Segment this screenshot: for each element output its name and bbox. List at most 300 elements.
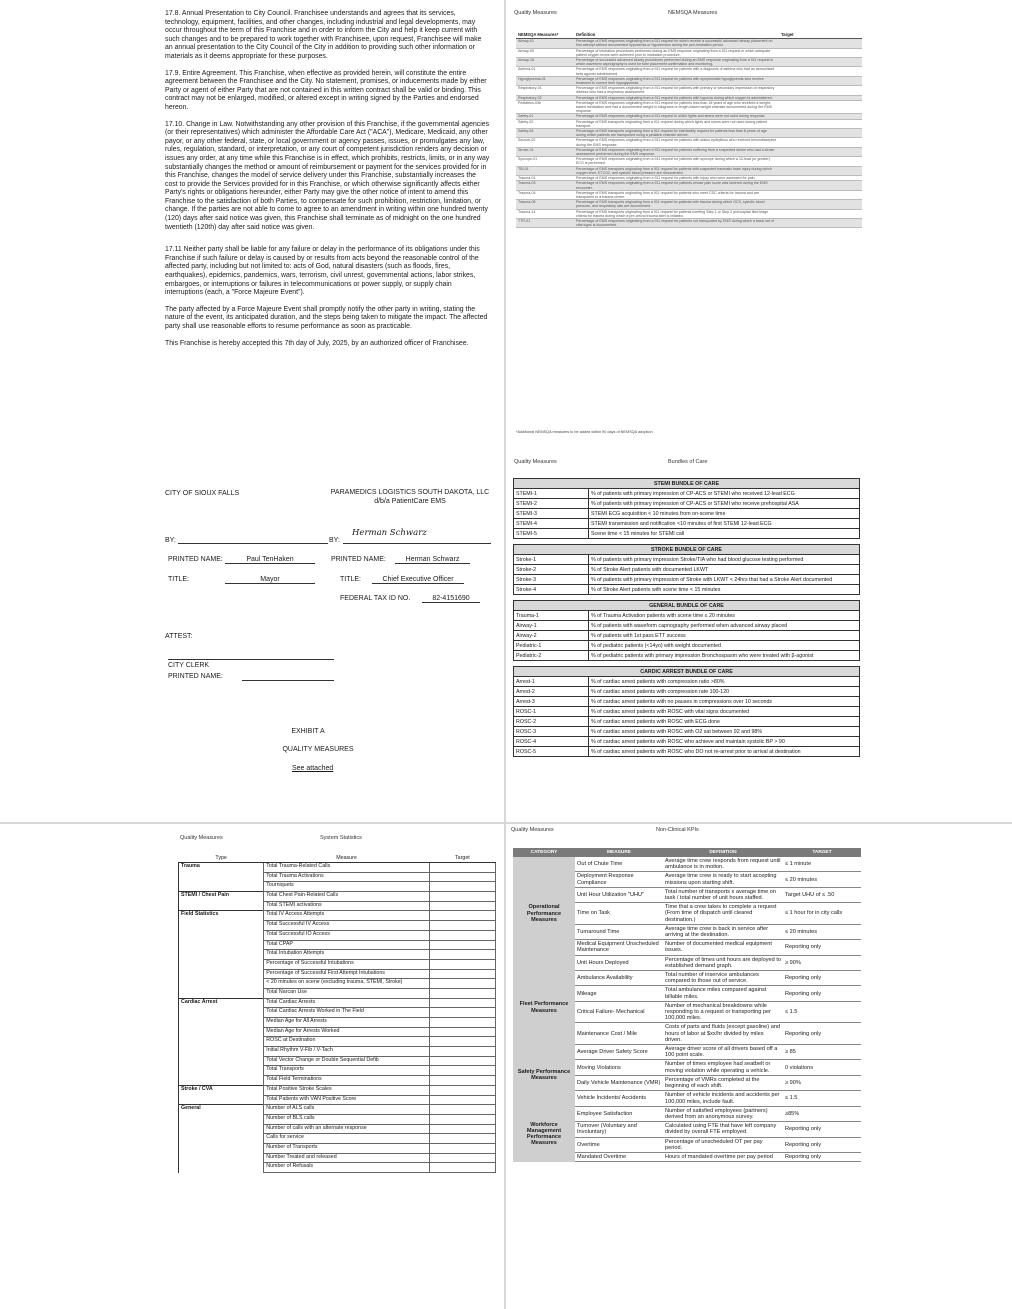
nemsqa-measure-id: Respiratory-02 <box>516 95 574 100</box>
nemsqa-definition: Percentage of EMS transports originating from a 911 request for patients meeting Step 1 or Step 2 prehospital field triage criteria for trauma during which a pre-arrival trauma alert is initiated. <box>574 209 779 218</box>
nemsqa-table <box>516 32 862 228</box>
nemsqa-target <box>779 119 862 128</box>
nemsqa-measure-id: Pediatrics-03b <box>516 100 574 114</box>
kpi-target: Reporting only <box>783 1152 861 1161</box>
nemsqa-definition: Percentage of EMS responses originating from a 911 request for patients with symptomatic hypoglycemia who receive treatment to correct their hypoglycemia. <box>574 76 779 85</box>
system-stat-measure: ROSC at Destination <box>264 1037 430 1047</box>
system-stat-row <box>179 969 496 979</box>
company-title-label: TITLE: <box>340 576 362 583</box>
nemsqa-target <box>779 129 862 138</box>
kpi-definition: Number of satisfied employees (partners) derived from an anonymous survey. <box>663 1106 783 1121</box>
bundle-measure-id: STEMI-5 <box>514 529 589 539</box>
kpi-definition: Calculated using FTE that have left company divided by overall FTE employed. <box>663 1122 783 1137</box>
nemsqa-measure-id: Stroke-01 <box>516 147 574 156</box>
bundle-measure-text: % of patients with 1st pass ETT success <box>589 631 860 641</box>
bundle-row <box>514 697 860 707</box>
bundle-row <box>514 575 860 585</box>
kpi-measure: Unit Hours Deployed <box>575 955 663 970</box>
bundle-measure-text: % of cardiac arrest patients with no pauses in compressions over 10 seconds <box>589 697 860 707</box>
system-stat-target <box>429 1056 495 1066</box>
company-title: Chief Executive Officer <box>372 576 464 584</box>
kpi-measure: Moving Violations <box>575 1060 663 1075</box>
system-stat-type: Field Statistics <box>179 911 264 921</box>
exhibit-title: EXHIBIT A <box>291 728 325 735</box>
system-stat-row <box>179 1134 496 1144</box>
clerk-printed-name-label: PRINTED NAME: <box>168 673 223 680</box>
system-stat-type <box>179 1027 264 1037</box>
bundle-measure-text: % of cardiac arrest patients with ROSC with ECG done <box>589 717 860 727</box>
nemsqa-definition: Percentage of successful advanced airway procedures performed during an EMS response originating from a 911 request in which waveform capnography is used for tube placement confirmation and monitoring. <box>574 58 779 67</box>
system-stat-row <box>179 882 496 892</box>
system-stat-target <box>429 1008 495 1018</box>
system-stat-type <box>179 901 264 911</box>
system-stat-type <box>179 969 264 979</box>
bundle-row <box>514 641 860 651</box>
bundle-measure-id: Arrest-1 <box>514 677 589 687</box>
system-stat-type <box>179 1134 264 1144</box>
system-stat-measure: Total Successful IV Access <box>264 921 430 931</box>
system-stat-target <box>429 882 495 892</box>
system-stat-target <box>429 1047 495 1057</box>
bundle-measure-id: STEMI-1 <box>514 489 589 499</box>
system-stat-row <box>179 959 496 969</box>
system-stat-type <box>179 1143 264 1153</box>
system-stat-measure: Number of Refusals <box>264 1163 430 1173</box>
system-stat-type <box>179 1037 264 1047</box>
bundle-measure-text: % of pediatric patients with primary impression Bronchospasm who were treated with β-agonist <box>589 651 860 661</box>
bundle-measure-id: Stroke-3 <box>514 575 589 585</box>
system-stat-measure: Total STEMI activations <box>264 901 430 911</box>
kpi-target: ≤ 1.5 <box>783 1001 861 1023</box>
system-stat-measure: Percentage of Successful First Attempt Intubations <box>264 969 430 979</box>
system-stat-measure: Total Cardiac Arrests Worked in The Field <box>264 1008 430 1018</box>
system-stat-type <box>179 1047 264 1057</box>
city-by-label: BY: <box>165 537 176 544</box>
kpi-measure: Mandated Overtime <box>575 1152 663 1161</box>
kpi-category: Operational Performance Measures <box>513 857 575 971</box>
nemsqa-target <box>779 181 862 190</box>
bundle-row <box>514 687 860 697</box>
system-stat-target <box>429 872 495 882</box>
city-printed-name-label: PRINTED NAME: <box>168 556 223 563</box>
system-stat-measure: Total Patients with VAN Positive Score <box>264 1095 430 1105</box>
bundle-row <box>514 621 860 631</box>
bundle-measure-id: Stroke-1 <box>514 555 589 565</box>
system-stat-row <box>179 950 496 960</box>
system-stat-row <box>179 998 496 1008</box>
bundle-section-title: GENERAL BUNDLE OF CARE <box>514 601 860 611</box>
system-stat-target <box>429 1134 495 1144</box>
city-name: CITY OF SIOUX FALLS <box>165 490 240 497</box>
system-stat-target <box>429 930 495 940</box>
kpi-measure: Medical Equipment Unscheduled Maintenance <box>575 940 663 955</box>
system-stat-type <box>179 872 264 882</box>
section-17-10: 17.10. Change in Law. Notwithstanding any other provision of this Franchise, if the governmental agencies (or their representatives) which administer the Affordable Care Act ("ACA"), Medicare, Medicaid, any other payor, or any other federal, state, or local government or agency passes, issues, or promulgates any law, rules, regulation, standard, or interpretation, or any court of competent jurisdiction renders any decision or issues any order, at any time while this Franchise is in effect, which prohibits, restricts, limits, or in any way substantially changes the method or amount of reimbursement or payment for the services provided for in this Franchise, changes the model of service delivery under this Franchise, substantially increases the cost to provide the Services provided for in this Franchise, or which otherwise significantly affects either Party's rights or obligations hereunder, either Party may give the other notice of intent to amend this Franchise to the satisfaction of both Parties, to compensate for such prohibition, restriction, limitation, or change. If the parties are not able to come to agree to an amendment in writing within one hundred twenty (120) days after said notice was given, this Franchise shall terminate as of midnight on the one hundred twentieth (120th) day after said notice was given. <box>165 120 490 231</box>
kpi-measure: Turnover (Voluntary and Involuntary) <box>575 1122 663 1137</box>
nemsqa-measure-id: Respiratory-01 <box>516 86 574 95</box>
kpi-definition: Total number of inservice ambulances compared to those out of service. <box>663 971 783 986</box>
system-stat-target <box>429 1095 495 1105</box>
bundle-measure-text: % of patients with primary impression of Stroke with LKWT < 24hrs that had a Stroke Alert documented <box>589 575 860 585</box>
nemsqa-row <box>516 58 862 67</box>
force-majeure-paragraph: The party affected by a Force Majeure Event shall promptly notify the other party in writing, stating the nature of the event, its anticipated duration, and the steps being taken to mitigate the impact. The affected party shall use reasonable efforts to resume performance as soon as practicable. <box>165 305 488 330</box>
system-stat-type <box>179 979 264 989</box>
bundle-row <box>514 717 860 727</box>
bundle-measure-id: ROSC-1 <box>514 707 589 717</box>
system-stat-target <box>429 940 495 950</box>
kpi-measure: Mileage <box>575 986 663 1001</box>
bundle-section-title: STEMI BUNDLE OF CARE <box>514 479 860 489</box>
system-stat-measure: Initial Rhythm V-Fib / V-Tach <box>264 1047 430 1057</box>
section-17-9: 17.9. Entire Agreement. This Franchise, when effective as provided herein, will constitute the entire agreement between the Franchisee and the City. No statement, promises, or inducements made by either Party or agent of either Party that are not contained in this written contract shall be valid or binding. This contract may not be enlarged, modified, or altered except in writing signed by the Parties and endorsed hereon. <box>165 69 487 111</box>
nemsqa-measure-id: Safety-02 <box>516 119 574 128</box>
system-stat-row <box>179 1047 496 1057</box>
system-stat-type <box>179 1008 264 1018</box>
system-stat-measure: Median Age for All Arrests <box>264 1018 430 1028</box>
system-col-type: Type <box>179 854 264 863</box>
nemsqa-row <box>516 76 862 85</box>
clerk-signature-line <box>168 659 334 660</box>
kpi-measure: Ambulance Availability <box>575 971 663 986</box>
kpi-measure: Out of Chute Time <box>575 857 663 872</box>
system-stat-measure: Total IV Access Attempts <box>264 911 430 921</box>
system-stat-measure: Total Field Terminations <box>264 1076 430 1086</box>
system-stat-row <box>179 1027 496 1037</box>
kpi-target: ≤ 1 minute <box>783 857 861 872</box>
system-stat-type: Stroke / CVA <box>179 1085 264 1095</box>
kpis-header-right: Non-Clinical KPIs <box>656 827 699 833</box>
nemsqa-target <box>779 48 862 57</box>
nemsqa-definition: Percentage of EMS responses originating from a 911 request for patients less than 18 years of age who received a weight-based medication and had a documented weight in kilograms or length-based weight estimate documented during the EMS response. <box>574 100 779 114</box>
nemsqa-target <box>779 209 862 218</box>
nemsqa-definition: Percentage of EMS transports originating from a 911 request for patients with suspected traumatic brain injury during which oxygen level, ETCO2, and systolic blood pressure are documented. <box>574 166 779 175</box>
bundle-measure-text: % of cardiac arrest patients with ROSC with vital signs documented <box>589 707 860 717</box>
system-stat-type <box>179 1095 264 1105</box>
system-stat-row <box>179 892 496 902</box>
system-stat-target <box>429 1143 495 1153</box>
system-stat-measure: < 20 minutes on scene (excluding trauma, STEMI, Stroke) <box>264 979 430 989</box>
kpi-measure: Time on Task <box>575 903 663 925</box>
kpi-definition: Average time crew is ready to start accepting missions upon starting shift. <box>663 872 783 887</box>
system-stat-type <box>179 1066 264 1076</box>
kpi-col-measure: MEASURE <box>575 848 663 857</box>
system-stat-type <box>179 1018 264 1028</box>
system-stat-target <box>429 1114 495 1124</box>
kpi-measure: Vehicle Incidents/ Accidents <box>575 1091 663 1106</box>
kpi-category: Safety Performance Measures <box>513 1045 575 1107</box>
kpi-target: ≤ 20 minutes <box>783 872 861 887</box>
nemsqa-target <box>779 67 862 76</box>
bundle-row <box>514 677 860 687</box>
city-printed-name: Paul TenHaken <box>225 556 315 564</box>
bundle-row <box>514 499 860 509</box>
nemsqa-row <box>516 157 862 166</box>
bundle-measure-id: Stroke-4 <box>514 585 589 595</box>
company-name: PARAMEDICS LOGISTICS SOUTH DAKOTA, LLC d/b/a PatientCare EMS <box>330 489 490 505</box>
bundle-measure-id: Airway-2 <box>514 631 589 641</box>
nemsqa-measure-id: Trauma-01 <box>516 176 574 181</box>
system-stat-target <box>429 1085 495 1095</box>
nemsqa-row <box>516 119 862 128</box>
nemsqa-target <box>779 100 862 114</box>
kpi-row <box>513 857 861 872</box>
system-stat-measure: Median Age for Arrests Worked <box>264 1027 430 1037</box>
kpi-definition: Percentage of times unit hours are deployed to established demand graph. <box>665 956 781 969</box>
system-stat-row <box>179 1153 496 1163</box>
nemsqa-target <box>779 200 862 209</box>
nemsqa-target <box>779 147 862 156</box>
nemsqa-row <box>516 218 862 227</box>
system-stat-target <box>429 863 495 873</box>
company-by-label: BY: <box>329 537 340 544</box>
kpi-measure: Maintenance Cost / Mile <box>575 1023 663 1045</box>
kpi-target: Reporting only <box>783 1122 861 1137</box>
nemsqa-row <box>516 48 862 57</box>
system-stat-type: Cardiac Arrest <box>179 998 264 1008</box>
system-stat-row <box>179 930 496 940</box>
bundle-section-title: STROKE BUNDLE OF CARE <box>514 545 860 555</box>
system-stat-target <box>429 911 495 921</box>
kpi-measure: Daily Vehicle Maintenance (VMR) <box>575 1075 663 1090</box>
kpi-measure: Turnaround Time <box>575 924 663 939</box>
system-stat-measure: Total CPAP <box>264 940 430 950</box>
system-stat-target <box>429 1163 495 1173</box>
kpi-row <box>513 1106 861 1121</box>
bundle-row <box>514 727 860 737</box>
kpi-target: ≥ 85 <box>783 1045 861 1060</box>
system-stat-row <box>179 901 496 911</box>
nemsqa-target <box>779 190 862 199</box>
bundle-row <box>514 509 860 519</box>
system-stat-measure: Total Narcan Use <box>264 988 430 998</box>
nemsqa-definition: Percentage of EMS responses originating from a 911 request for patients with a diagnosis of asthma who had an aerosolized beta agonist administered. <box>574 67 779 76</box>
nemsqa-definition: Percentage of intubation procedures performed during an EMS response originating from a 911 request in which adequate patient oxygen levels were achieved prior to intubation procedure. <box>574 48 779 57</box>
system-stat-row <box>179 1008 496 1018</box>
bundle-measure-text: % of pediatric patients (<14yo) with weight documented <box>589 641 860 651</box>
kpi-target: ≥ 90% <box>783 1075 861 1090</box>
kpi-col-target: TARGET <box>783 848 861 857</box>
bundle-measure-id: Airway-1 <box>514 621 589 631</box>
bundle-section-header <box>514 479 860 489</box>
system-header-left: Quality Measures <box>180 835 223 841</box>
system-col-measure: Measure <box>264 854 430 863</box>
system-header-right: System Statistics <box>320 835 362 841</box>
see-attached-link[interactable]: See attached <box>292 765 334 772</box>
nemsqa-target <box>779 76 862 85</box>
system-stat-target <box>429 1124 495 1134</box>
nemsqa-definition: Percentage of EMS transports originating from a 911 request during which lights and sirens were not used during patient transport. <box>574 119 779 128</box>
nemsqa-row <box>516 67 862 76</box>
system-stat-measure: Number Treated and released <box>264 1153 430 1163</box>
system-stat-target <box>429 969 495 979</box>
nemsqa-measure-id: Hypoglycemia-01 <box>516 76 574 85</box>
kpi-measure: Overtime <box>575 1137 663 1152</box>
kpi-target: 0 violations <box>783 1060 861 1075</box>
system-stat-target <box>429 1105 495 1115</box>
kpi-definition: Number of times employee had seatbelt or moving violation while operating a vehicle. <box>663 1060 783 1075</box>
kpi-col-definition: DEFINITION <box>663 848 783 857</box>
bundle-measure-id: ROSC-3 <box>514 727 589 737</box>
bundles-header-right: Bundles of Care <box>668 459 708 465</box>
system-stat-target <box>429 1018 495 1028</box>
nemsqa-definition: Percentage of EMS transports originating from a 911 request for interfacility request for patients less than 8 years of age during which patients are transported using a pediatric restraint device. <box>574 129 779 138</box>
bundle-measure-text: % of Trauma Activation patients with scene time ≤ 20 minutes <box>589 611 860 621</box>
kpi-definition: Costs of parts and fluids (except gasoline) and hours of labor at $xx/hr divided by miles driven. <box>663 1023 783 1045</box>
system-stat-measure: Percentage of Successful Intubations <box>264 959 430 969</box>
system-stat-row <box>179 1056 496 1066</box>
system-stat-row <box>179 1095 496 1105</box>
system-stat-target <box>429 921 495 931</box>
nemsqa-definition: Percentage of EMS responses originating from a 911 request for patients with status epilepticus who received benzodiazepine during the EMS response. <box>574 138 779 147</box>
kpi-row <box>513 1045 861 1060</box>
handwritten-signature: Herman Schwarz <box>352 528 427 538</box>
kpi-definition: Number of mechanical breakdowns while responding to a request or transporting per 100,000 miles. <box>663 1001 783 1023</box>
system-stat-type: Trauma <box>179 863 264 873</box>
system-stat-type <box>179 959 264 969</box>
system-stat-target <box>429 1076 495 1086</box>
nemsqa-definition: Percentage of EMS responses originating from a 911 request for which receive a successful advanced airway placement on first attempt without documented hypoxemia or hypotension during the peri-intubation period. <box>574 39 779 48</box>
nemsqa-measure-id: Airway-05 <box>516 48 574 57</box>
nemsqa-measure-id: Trauma-04 <box>516 190 574 199</box>
kpi-definition: Percentage of unscheduled OT per pay period. <box>663 1137 783 1152</box>
nemsqa-row <box>516 147 862 156</box>
system-stat-type: STEMI / Chest Pain <box>179 892 264 902</box>
system-stat-measure: Number of Transports <box>264 1143 430 1153</box>
bundle-section-header <box>514 601 860 611</box>
bundle-measure-text: STEMI ECG acquisition < 10 minutes from on-scene time <box>589 509 860 519</box>
nemsqa-measure-id: Safety-04 <box>516 129 574 138</box>
system-stat-measure: Tourniquets <box>264 882 430 892</box>
bundle-section-header <box>514 545 860 555</box>
nemsqa-row <box>516 39 862 48</box>
nemsqa-measure-id: Asthma-01 <box>516 67 574 76</box>
nemsqa-col-measures: NEMSQA Measures* <box>516 32 574 39</box>
bundle-measure-text: % of cardiac arrest patients with compression ratio >80% <box>589 677 860 687</box>
system-stat-type <box>179 882 264 892</box>
system-stat-target <box>429 1027 495 1037</box>
system-stat-target <box>429 1037 495 1047</box>
bundle-measure-id: Pediatric-1 <box>514 641 589 651</box>
system-stat-row <box>179 1076 496 1086</box>
kpis-page <box>508 826 1012 1309</box>
system-stat-type <box>179 1124 264 1134</box>
system-stat-row <box>179 921 496 931</box>
system-stat-row <box>179 911 496 921</box>
system-stat-measure: Total Vector Change or Double Sequential Defib <box>264 1056 430 1066</box>
bundle-measure-id: Stroke-2 <box>514 565 589 575</box>
nemsqa-measure-id: Trauma-03 <box>516 181 574 190</box>
nemsqa-target <box>779 39 862 48</box>
system-stat-row <box>179 1114 496 1124</box>
kpi-definition: Number of documented medical equipment issues. <box>663 940 783 955</box>
system-stat-type <box>179 950 264 960</box>
nemsqa-target <box>779 218 862 227</box>
kpi-definition: Total ambulance miles compared against billable miles. <box>663 986 783 1001</box>
system-stat-row <box>179 979 496 989</box>
system-stat-row <box>179 863 496 873</box>
nemsqa-row <box>516 200 862 209</box>
system-stat-measure: Total Intubation Attempts <box>264 950 430 960</box>
page-divider-vertical <box>504 0 506 1309</box>
bundles-table <box>513 478 860 757</box>
kpi-definition: Average driver score of all drivers based off a 100 point scale. <box>663 1045 783 1060</box>
nemsqa-measure-id: Trauma-08 <box>516 200 574 209</box>
nemsqa-header-right: NEMSQA Measures <box>668 10 718 16</box>
bundle-measure-text: % of cardiac arrest patients with ROSC who achieve and maintain systolic BP > 90 <box>589 737 860 747</box>
system-stat-target <box>429 998 495 1008</box>
system-stat-row <box>179 988 496 998</box>
kpi-row <box>513 971 861 986</box>
nemsqa-measure-id: TBI-01 <box>516 166 574 175</box>
bundle-measure-text: Scene time < 15 minutes for STEMI call <box>589 529 860 539</box>
nemsqa-row <box>516 190 862 199</box>
kpi-target: ≥85% <box>783 1106 861 1121</box>
kpi-category: Workforce Management Performance Measures <box>513 1106 575 1161</box>
nemsqa-measure-id: Syncope-01 <box>516 157 574 166</box>
exhibit-subtitle: QUALITY MEASURES <box>282 746 354 753</box>
bundle-measure-id: ROSC-2 <box>514 717 589 727</box>
bundle-measure-text: % of cardiac arrest patients with ROSC with O2 sat between 92 and 98% <box>589 727 860 737</box>
nemsqa-row <box>516 100 862 114</box>
bundle-measure-text: STEMI transmission and notification <10 minutes of first STEMI 12-lead ECG <box>589 519 860 529</box>
nemsqa-row <box>516 86 862 95</box>
system-col-target: Target <box>429 854 495 863</box>
bundle-measure-text: % of patients with primary impression of CP-ACS or STEMI who received 12-lead ECG <box>589 489 860 499</box>
nemsqa-target <box>779 138 862 147</box>
system-stat-measure: Number of ALS calls <box>264 1105 430 1115</box>
bundle-section-title: CARDIC ARREST BUNDLE OF CARE <box>514 667 860 677</box>
bundle-row <box>514 651 860 661</box>
kpi-col-category: CATEGORY <box>513 848 575 857</box>
bundle-row <box>514 631 860 641</box>
system-stat-type <box>179 1056 264 1066</box>
nemsqa-row <box>516 166 862 175</box>
bundle-measure-id: ROSC-4 <box>514 737 589 747</box>
kpis-header-left: Quality Measures <box>511 827 554 833</box>
nemsqa-footnote: *Additional NEMSQA measures to be added within 90 days of NEMSQA adoption <box>516 430 653 434</box>
nemsqa-measure-id: Seizure-02 <box>516 138 574 147</box>
system-stat-measure: Total Chest Pain-Related Calls <box>264 892 430 902</box>
nemsqa-definition: Percentage of EMS responses originating from a 911 request for patients not transported by EMS during which a basic set of vital signs is documented. <box>574 218 779 227</box>
kpi-definition: Percentage of VMRs completed at the beginning of each shift. <box>663 1075 783 1090</box>
kpi-definition: Time that a crew takes to complete a request (From time of dispatch until cleared destination.) <box>663 903 783 925</box>
contract-page <box>0 0 503 820</box>
kpi-target: Reporting only <box>783 940 861 955</box>
system-stat-type: General <box>179 1105 264 1115</box>
city-title-label: TITLE: <box>168 576 190 583</box>
bundle-row <box>514 585 860 595</box>
system-stat-type <box>179 1076 264 1086</box>
system-stat-measure: Total Successful IO Access <box>264 930 430 940</box>
system-stat-row <box>179 1018 496 1028</box>
bundle-row <box>514 737 860 747</box>
system-stat-measure: Total Cardiac Arrests <box>264 998 430 1008</box>
system-stat-target <box>429 901 495 911</box>
system-stat-measure: Total Positive Stroke Scales <box>264 1085 430 1095</box>
clerk-printed-name-line <box>242 680 334 681</box>
system-stat-target <box>429 1153 495 1163</box>
company-printed-name-label: PRINTED NAME: <box>331 556 386 563</box>
city-title: Mayor <box>225 576 315 584</box>
nemsqa-definition: Percentage of EMS transports originating from a 911 request for patients with trauma during which GCS, systolic blood pressure, and respiratory rate are documented. <box>574 200 779 209</box>
nemsqa-definition: Percentage of EMS responses originating from a 911 request for patients whose pain score was lowered during the EMS encounter. <box>574 181 779 190</box>
section-17-8: 17.8. Annual Presentation to City Council. Franchisee understands and agrees that its services, technology, equipment, facilities, and other changes, including industrial and legal developments, may occur throughout the term of this Franchise and in order to inform the City and help it keep current with such changes and to be prepared to work together with Franchisee, upon request, Franchisee will make an annual presentation to the City Council of the City in addition to providing such other information or materials as it deems appropriate for these purposes. <box>165 10 482 60</box>
nemsqa-col-definition: Definition <box>574 32 779 39</box>
city-clerk-label: CITY CLERK <box>168 662 210 669</box>
contract-text <box>165 10 490 356</box>
system-stat-type <box>179 940 264 950</box>
bundles-page <box>508 450 1012 822</box>
